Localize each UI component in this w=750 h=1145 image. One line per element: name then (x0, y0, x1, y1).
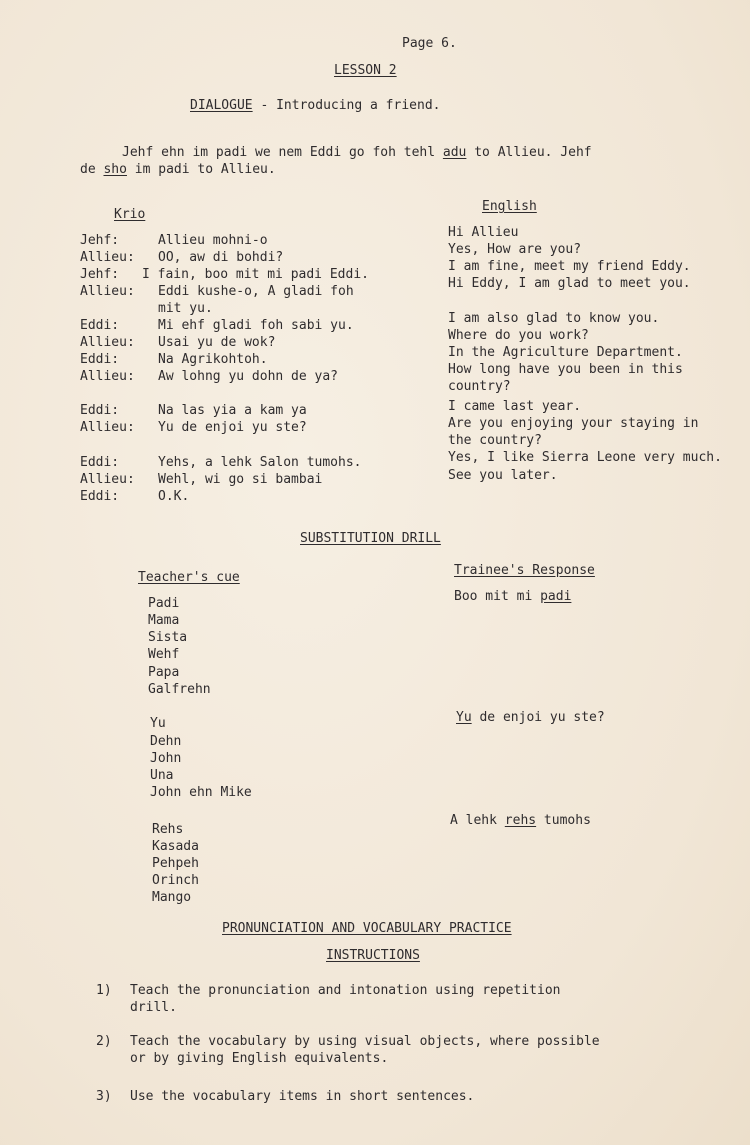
cue-item: Wehf (148, 647, 180, 662)
english-line: I came last year. (448, 399, 582, 414)
english-line: Yes, How are you? (448, 242, 582, 257)
krio-line: Eddi: Yehs, a lehk Salon tumohs. (80, 455, 362, 470)
english-heading: English (482, 199, 537, 214)
dialogue-label: DIALOGUE (190, 98, 253, 113)
english-line: Hi Eddy, I am glad to meet you. (448, 276, 691, 291)
english-line: In the Agriculture Department. (448, 345, 683, 360)
english-line: I am also glad to know you. (448, 311, 660, 326)
krio-line: Eddi: O.K. (80, 489, 190, 504)
lesson-title: LESSON 2 (334, 63, 397, 78)
teacher-cue-heading: Teacher's cue (138, 570, 240, 585)
intro-text: to Allieu. Jehf (466, 145, 592, 160)
cue-item: Pehpeh (152, 856, 199, 871)
cue-item: John ehn Mike (150, 785, 252, 800)
krio-heading: Krio (114, 207, 146, 222)
page-number: Page 6. (402, 36, 457, 51)
substitution-drill-heading: SUBSTITUTION DRILL (300, 531, 441, 546)
krio-line: Allieu: Usai yu de wok? (80, 335, 276, 350)
intro-underlined-word: adu (442, 145, 467, 160)
cue-item: Yu (150, 716, 166, 731)
instruction-item-cont: drill. (130, 1000, 177, 1015)
english-line: Yes, I like Sierra Leone very much. (448, 450, 722, 465)
trainee-response-1: Boo mit mi padi (454, 589, 572, 604)
intro-line-2 (80, 161, 276, 178)
krio-line: Allieu: Wehl, wi go si bambai (80, 472, 323, 487)
cue-item: Papa (148, 665, 180, 680)
intro-text: Jehf ehn im padi we nem Eddi go foh tehl (122, 145, 443, 160)
intro-underlined-word: sho (103, 162, 127, 177)
krio-line: Allieu: Eddi kushe-o, A gladi foh (80, 284, 354, 299)
english-line: Are you enjoying your staying in (448, 416, 699, 431)
dialogue-heading (190, 97, 440, 114)
cue-item: Sista (148, 630, 188, 645)
english-line: How long have you been in this (448, 362, 683, 377)
cue-item: Kasada (152, 839, 199, 854)
krio-line: Allieu: Yu de enjoi yu ste? (80, 420, 307, 435)
instruction-item: 1) Teach the pronunciation and intonation using repetition (96, 983, 561, 998)
krio-line: Jehf: I fain, boo mit mi padi Eddi. (80, 267, 369, 282)
cue-item: Una (150, 768, 174, 783)
cue-item: Rehs (152, 822, 184, 837)
english-line: I am fine, meet my friend Eddy. (448, 259, 691, 274)
cue-item: Padi (148, 596, 180, 611)
english-line: the country? (448, 433, 542, 448)
dialogue-subtitle: - Introducing a friend. (260, 98, 441, 113)
intro-line-1 (122, 144, 592, 161)
trainee-response-2: Yu de enjoi yu ste? (456, 710, 605, 725)
intro-text: im padi to Allieu. (126, 162, 276, 177)
cue-item: Dehn (150, 734, 182, 749)
trainee-response-heading: Trainee's Response (454, 563, 595, 578)
instruction-item: 3) Use the vocabulary items in short sentences. (96, 1089, 475, 1104)
cue-item: Mango (152, 890, 192, 905)
english-line: See you later. (448, 468, 558, 483)
english-line: Where do you work? (448, 328, 589, 343)
english-line: Hi Allieu (448, 225, 519, 240)
pronunciation-heading: PRONUNCIATION AND VOCABULARY PRACTICE (222, 921, 512, 936)
instruction-item: 2) Teach the vocabulary by using visual objects, where possible (96, 1034, 600, 1049)
krio-line: Eddi: Na las yia a kam ya (80, 403, 307, 418)
trainee-response-3: A lehk rehs tumohs (450, 813, 591, 828)
instructions-heading: INSTRUCTIONS (326, 948, 420, 963)
krio-line: Allieu: Aw lohng yu dohn de ya? (80, 369, 339, 384)
instruction-item-cont: or by giving English equivalents. (130, 1051, 389, 1066)
intro-text: de (80, 162, 104, 177)
english-line: country? (448, 379, 511, 394)
krio-line: Eddi: Na Agrikohtoh. (80, 352, 268, 367)
cue-item: John (150, 751, 182, 766)
cue-item: Mama (148, 613, 180, 628)
cue-item: Galfrehn (148, 682, 211, 697)
krio-line: mit yu. (158, 301, 213, 316)
krio-line: Jehf: Allieu mohni-o (80, 233, 268, 248)
cue-item: Orinch (152, 873, 199, 888)
krio-line: Eddi: Mi ehf gladi foh sabi yu. (80, 318, 354, 333)
krio-line: Allieu: OO, aw di bohdi? (80, 250, 284, 265)
